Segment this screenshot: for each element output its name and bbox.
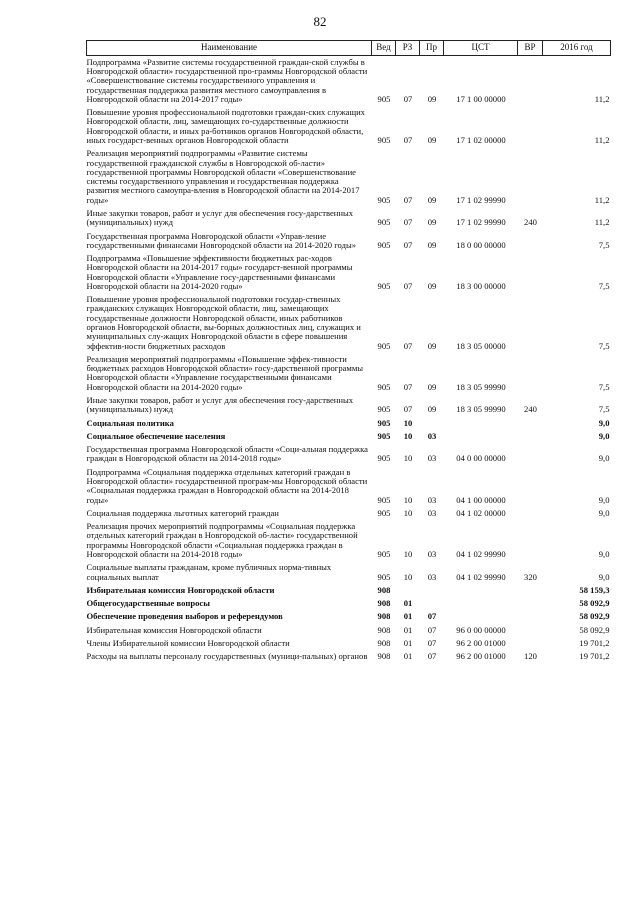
- cell-pr: 07: [427, 624, 437, 635]
- cell-cst: 96 2 00 01000: [456, 651, 506, 662]
- cell-vr: 240: [524, 217, 537, 228]
- cell-ved: 905: [377, 430, 391, 441]
- cell-ved: 905: [377, 340, 391, 351]
- cell-ved: 905: [377, 134, 391, 145]
- cell-ved: 908: [377, 637, 391, 648]
- cell-pr: [420, 417, 444, 430]
- cell-rz: 07: [403, 340, 413, 351]
- page-number: 82: [313, 14, 327, 29]
- cell-ved: 905: [377, 239, 391, 250]
- budget-table: [86, 40, 611, 663]
- cell-name: Обеспечение проведения выборов и референдумов: [86, 611, 283, 622]
- cell-name: Общегосударственные вопросы: [86, 598, 210, 609]
- cell-pr: 09: [427, 381, 437, 392]
- cell-pr: 03: [427, 430, 437, 441]
- table-row: [87, 597, 611, 610]
- cell-sum: 7,5: [598, 381, 610, 392]
- cell-ved: 905: [377, 381, 391, 392]
- header-pr: Пр: [420, 41, 444, 56]
- cell-cst: [444, 430, 518, 443]
- cell-vr: [518, 443, 543, 466]
- cell-name: Социальная поддержка льготных категорий граждан: [86, 507, 279, 518]
- header-name: Наименование: [87, 41, 372, 56]
- cell-vr: [518, 106, 543, 147]
- table-body: [87, 55, 611, 663]
- cell-cst: 96 2 00 01000: [456, 637, 506, 648]
- table-row: [87, 353, 611, 394]
- cell-vr: [518, 520, 543, 561]
- table-row: [87, 252, 611, 293]
- cell-cst: 17 1 00 00000: [456, 93, 506, 104]
- table-row: [87, 561, 611, 584]
- cell-name: Социальное обеспечение населения: [86, 430, 226, 441]
- table-row: [87, 394, 611, 417]
- cell-sum: 58 159,3: [579, 584, 610, 595]
- cell-rz: 07: [403, 239, 413, 250]
- cell-sum: 7,5: [598, 404, 610, 415]
- table-row: [87, 650, 611, 663]
- cell-pr: 03: [427, 507, 437, 518]
- cell-rz: 01: [403, 651, 413, 662]
- header-sum: 2016 год: [543, 41, 611, 56]
- cell-cst: 18 3 05 00000: [456, 340, 506, 351]
- cell-sum: 9,0: [598, 453, 610, 464]
- table-row: [87, 610, 611, 623]
- cell-name: Повышение уровня профессиональной подготовки граждан-ских служащих Новгородской области, лиц, замещающих го-сударственные должности Новгородской области, и иных ра-ботников органов Новгородской области, иных государст-венных органов Новгородской области: [86, 107, 365, 145]
- cell-vr: [518, 610, 543, 623]
- cell-vr: [518, 624, 543, 637]
- cell-rz: 07: [403, 280, 413, 291]
- table-row: [87, 466, 611, 507]
- cell-sum: 9,0: [598, 430, 610, 441]
- cell-vr: [518, 230, 543, 253]
- cell-rz: 10: [403, 417, 413, 428]
- cell-name: Избирательная комиссия Новгородской области: [86, 624, 262, 635]
- cell-pr: 07: [427, 611, 437, 622]
- cell-ved: 905: [377, 507, 391, 518]
- cell-vr: 320: [524, 571, 537, 582]
- cell-cst: [444, 584, 518, 597]
- cell-rz: 10: [403, 507, 413, 518]
- cell-rz: 01: [403, 637, 413, 648]
- cell-sum: 58 092,9: [579, 611, 610, 622]
- cell-rz: 07: [403, 217, 413, 228]
- cell-sum: 11,2: [594, 194, 610, 205]
- header-cst: ЦСТ: [444, 41, 518, 56]
- cell-vr: [518, 466, 543, 507]
- cell-vr: [518, 597, 543, 610]
- cell-cst: 18 3 00 00000: [456, 280, 506, 291]
- header-rz: РЗ: [396, 41, 420, 56]
- table-row: [87, 624, 611, 637]
- cell-pr: 09: [427, 239, 437, 250]
- cell-pr: [420, 584, 444, 597]
- cell-vr: [518, 430, 543, 443]
- cell-sum: 19 701,2: [579, 651, 610, 662]
- cell-ved: 905: [377, 571, 391, 582]
- table-row: [87, 230, 611, 253]
- cell-sum: 7,5: [598, 280, 610, 291]
- cell-vr: [518, 584, 543, 597]
- cell-pr: 09: [427, 340, 437, 351]
- cell-rz: [396, 584, 420, 597]
- cell-sum: 19 701,2: [579, 637, 610, 648]
- cell-ved: 908: [377, 611, 391, 622]
- cell-name: Избирательная комиссия Новгородской области: [86, 584, 275, 595]
- cell-name: Иные закупки товаров, работ и услуг для обеспечения госу-дарственных (муниципальных) нужд: [86, 207, 354, 228]
- cell-pr: 07: [427, 637, 437, 648]
- cell-cst: [444, 610, 518, 623]
- cell-name: Реализация мероприятий подпрограммы «Повышение эффек-тивности бюджетных расходов Новгородской области» госу-дарственной программы Новгородской области «Управление государственными финансами Новгородской области на 2014-2020 годы»: [86, 353, 364, 392]
- cell-ved: 905: [377, 217, 391, 228]
- cell-name: Социальные выплаты гражданам, кроме публичных норма-тивных социальных выплат: [86, 562, 332, 582]
- cell-ved: 905: [377, 93, 391, 104]
- cell-name: Государственная программа Новгородской области «Соци-альная поддержка граждан в Новгородской области на 2014-2018 годы»: [86, 444, 368, 464]
- cell-sum: 9,0: [598, 548, 610, 559]
- cell-rz: 10: [403, 494, 413, 505]
- cell-name: Иные закупки товаров, работ и услуг для обеспечения госу-дарственных (муниципальных) нужд: [86, 395, 354, 415]
- cell-sum: 9,0: [598, 417, 610, 428]
- cell-rz: 10: [403, 548, 413, 559]
- cell-cst: 18 3 05 99990: [456, 381, 506, 392]
- cell-sum: 9,0: [598, 507, 610, 518]
- cell-ved: 908: [377, 624, 391, 635]
- cell-cst: [444, 417, 518, 430]
- cell-sum: 11,2: [594, 217, 610, 228]
- table-row: [87, 417, 611, 430]
- cell-name: Повышение уровня профессиональной подготовки государ-ственных гражданских служащих Новгородской области, лиц, замещающих государственные должности Новгородской области, иных работников органов Новгородской области, вы-борных должностных лиц, служащих и муниципальных слу-жащих Новгородской области в сфере повышения эффектив-ности бюджетных расходов: [86, 294, 361, 351]
- table-row: [87, 293, 611, 353]
- cell-pr: [420, 597, 444, 610]
- cell-ved: 908: [377, 598, 391, 609]
- table-row: [87, 520, 611, 561]
- cell-pr: 09: [427, 404, 437, 415]
- cell-cst: 18 0 00 00000: [456, 239, 506, 250]
- table-row: [87, 637, 611, 650]
- cell-vr: 120: [524, 651, 537, 662]
- cell-pr: 09: [427, 280, 437, 291]
- cell-sum: 11,2: [594, 93, 610, 104]
- cell-name: Расходы на выплаты персоналу государственных (муници-пальных) органов: [86, 651, 368, 662]
- cell-name: Члены Избирательной комиссии Новгородской области: [86, 637, 290, 648]
- cell-rz: 01: [403, 611, 413, 622]
- cell-ved: 908: [377, 584, 391, 595]
- cell-vr: [518, 147, 543, 207]
- cell-ved: 905: [377, 404, 391, 415]
- cell-vr: 240: [524, 404, 537, 415]
- cell-rz: 07: [403, 404, 413, 415]
- cell-pr: 09: [427, 134, 437, 145]
- cell-vr: [518, 353, 543, 394]
- table-row: [87, 507, 611, 520]
- cell-pr: 03: [427, 548, 437, 559]
- cell-rz: 10: [403, 430, 413, 441]
- cell-sum: 9,0: [598, 571, 610, 582]
- table-row: [87, 584, 611, 597]
- cell-ved: 905: [377, 280, 391, 291]
- cell-rz: 10: [403, 453, 413, 464]
- cell-rz: 07: [403, 134, 413, 145]
- table-header-row: [87, 41, 611, 56]
- cell-name: Подпрограмма «Развитие системы государственной граждан-ской службы в Новгородской области» государственной про-граммы Новгородской области «Совершенствование системы государственного управления и государственная поддержка развития местного самоуправления в Новгородской области на 2014-2017 годы»: [86, 56, 368, 104]
- cell-pr: 03: [427, 494, 437, 505]
- cell-rz: 07: [403, 194, 413, 205]
- cell-name: Реализация прочих мероприятий подпрограммы «Социальная поддержка отдельных категорий граждан в Новгородской об-ласти» государственной программы Новгородской области «Социальная поддержка граждан в Новгородской области на 2014-2018 годы»: [86, 521, 358, 559]
- cell-rz: 07: [403, 93, 413, 104]
- cell-ved: 905: [377, 417, 391, 428]
- cell-cst: 04 1 00 00000: [456, 494, 506, 505]
- cell-vr: [518, 252, 543, 293]
- cell-sum: 11,2: [594, 134, 610, 145]
- cell-pr: 09: [427, 93, 437, 104]
- cell-name: Подпрограмма «Повышение эффективности бюджетных рас-ходов Новгородской области на 2014-2017 годы» государст-венной программы Новгородской области «Управление госу-дарственными финансами Новгородской области на 2014-2020 годы»: [86, 253, 353, 291]
- cell-cst: 04 1 02 00000: [456, 507, 506, 518]
- cell-cst: 04 0 00 00000: [456, 453, 506, 464]
- cell-cst: [444, 597, 518, 610]
- table-row: [87, 106, 611, 147]
- table-row: [87, 147, 611, 207]
- cell-ved: 905: [377, 194, 391, 205]
- header-ved: Вед: [372, 41, 396, 56]
- cell-rz: 01: [403, 598, 413, 609]
- cell-rz: 01: [403, 624, 413, 635]
- cell-pr: 09: [427, 194, 437, 205]
- cell-cst: 17 1 02 99990: [456, 217, 506, 228]
- cell-pr: 09: [427, 217, 437, 228]
- cell-rz: 07: [403, 381, 413, 392]
- cell-vr: [518, 417, 543, 430]
- table-row: [87, 443, 611, 466]
- cell-rz: 10: [403, 571, 413, 582]
- cell-cst: 04 1 02 99990: [456, 548, 506, 559]
- cell-ved: 905: [377, 548, 391, 559]
- table-row: [87, 55, 611, 106]
- cell-cst: 96 0 00 00000: [456, 624, 506, 635]
- cell-pr: 03: [427, 571, 437, 582]
- cell-ved: 905: [377, 494, 391, 505]
- cell-name: Подпрограмма «Социальная поддержка отдельных категорий граждан в Новгородской области» государственной програм-мы Новгородской области «Социальная поддержка граждан в Новгородской области на 2014-2018 годы»: [86, 466, 368, 505]
- table-row: [87, 207, 611, 230]
- cell-sum: 58 092,9: [579, 624, 610, 635]
- cell-vr: [518, 293, 543, 353]
- cell-cst: 17 1 02 99990: [456, 194, 506, 205]
- cell-ved: 905: [377, 453, 391, 464]
- cell-cst: 17 1 02 00000: [456, 134, 506, 145]
- cell-vr: [518, 637, 543, 650]
- cell-name: Государственная программа Новгородской области «Управ-ление государственными финансами Новгородской области на 2014-2020 годы»: [86, 230, 357, 250]
- header-vr: ВР: [518, 41, 543, 56]
- cell-sum: 9,0: [598, 494, 610, 505]
- cell-pr: 03: [427, 453, 437, 464]
- cell-name: Реализация мероприятий подпрограммы «Развитие системы государственной гражданской службы в Новгородской об-ласти» государственной программы Новгородской области «Совершенствование системы государственного управления и государственная поддержка развития местного самоупра-вления в Новгородской области на 2014-2017 годы»: [86, 148, 360, 205]
- cell-sum: 58 092,9: [579, 598, 610, 609]
- cell-sum: 7,5: [598, 340, 610, 351]
- table-row: [87, 430, 611, 443]
- cell-pr: 07: [427, 651, 437, 662]
- cell-ved: 908: [377, 651, 391, 662]
- cell-vr: [518, 55, 543, 106]
- cell-vr: [518, 507, 543, 520]
- cell-name: Социальная политика: [86, 417, 174, 428]
- cell-sum: 7,5: [598, 239, 610, 250]
- cell-cst: 18 3 05 99990: [456, 404, 506, 415]
- cell-cst: 04 1 02 99990: [456, 571, 506, 582]
